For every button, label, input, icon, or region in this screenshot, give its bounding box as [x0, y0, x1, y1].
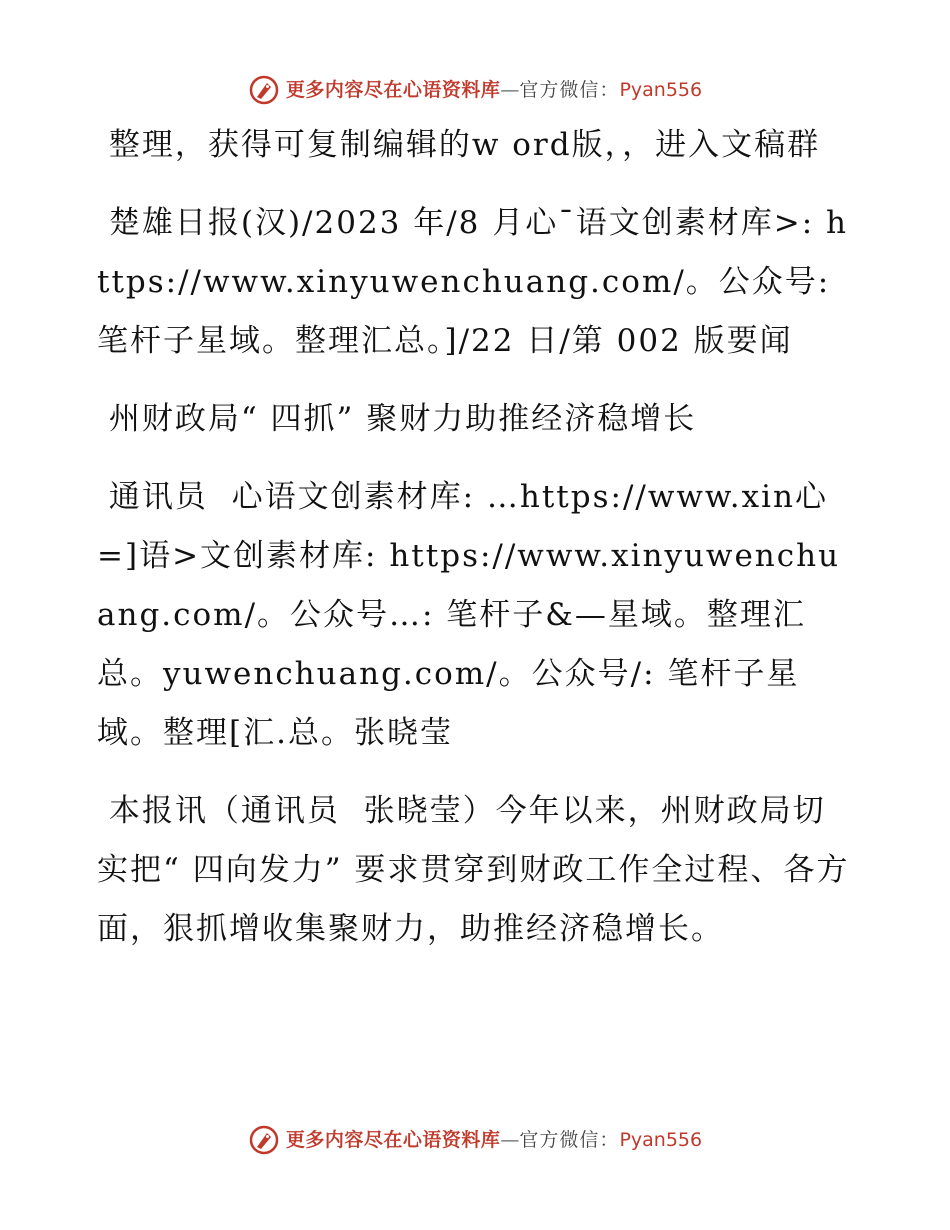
banner-wechat-id: Pyan556 [619, 1129, 703, 1151]
document-body [97, 116, 857, 978]
banner-brand-text: 更多内容尽在心语资料库 [285, 79, 501, 101]
banner-separator: — [500, 1129, 520, 1151]
article-headline: 州财政局“ 四抓” 聚财力助推经济稳增长 [97, 401, 697, 437]
banner-wechat-label: 官方微信： [519, 1129, 620, 1151]
banner-wechat-id: Pyan556 [619, 79, 703, 101]
banner-separator: — [500, 79, 520, 101]
banner-wechat-label: 官方微信： [519, 79, 620, 101]
pen-nib-logo-icon [248, 74, 280, 106]
banner-brand-text: 更多内容尽在心语资料库 [285, 1129, 501, 1151]
paragraph-intro: 整理，获得可复制编辑的w ord版，，进入文稿群 [97, 127, 821, 163]
header-banner [0, 74, 950, 106]
paragraph-source: 楚雄日报(汉)/2023 年/8 月心¯语文创素材库>: https://www.xinyuwenchuang.com/。公众号: 笔杆子星域。整理汇总。]/22 日/第 002 版要闻 [97, 205, 848, 359]
pen-nib-logo-icon [248, 1124, 280, 1156]
footer-banner [0, 1124, 950, 1156]
paragraph-body: 本报讯（通讯员 张晓莹）今年以来，州财政局切实把“ 四向发力” 要求贯穿到财政工作全过程、各方面，狠抓增收集聚财力，助推经济稳增长。 [97, 793, 850, 947]
paragraph-byline: 通讯员 心语文创素材库: …https://www.xin心=]语>文创素材库: https://www.xinyuwenchuang.com/。公众号…: 笔杆子&—星域。整理汇总。yuwenchuang.com/。公众号/: 笔杆子星域。整理[汇.总。张晓莹 [97, 479, 841, 751]
